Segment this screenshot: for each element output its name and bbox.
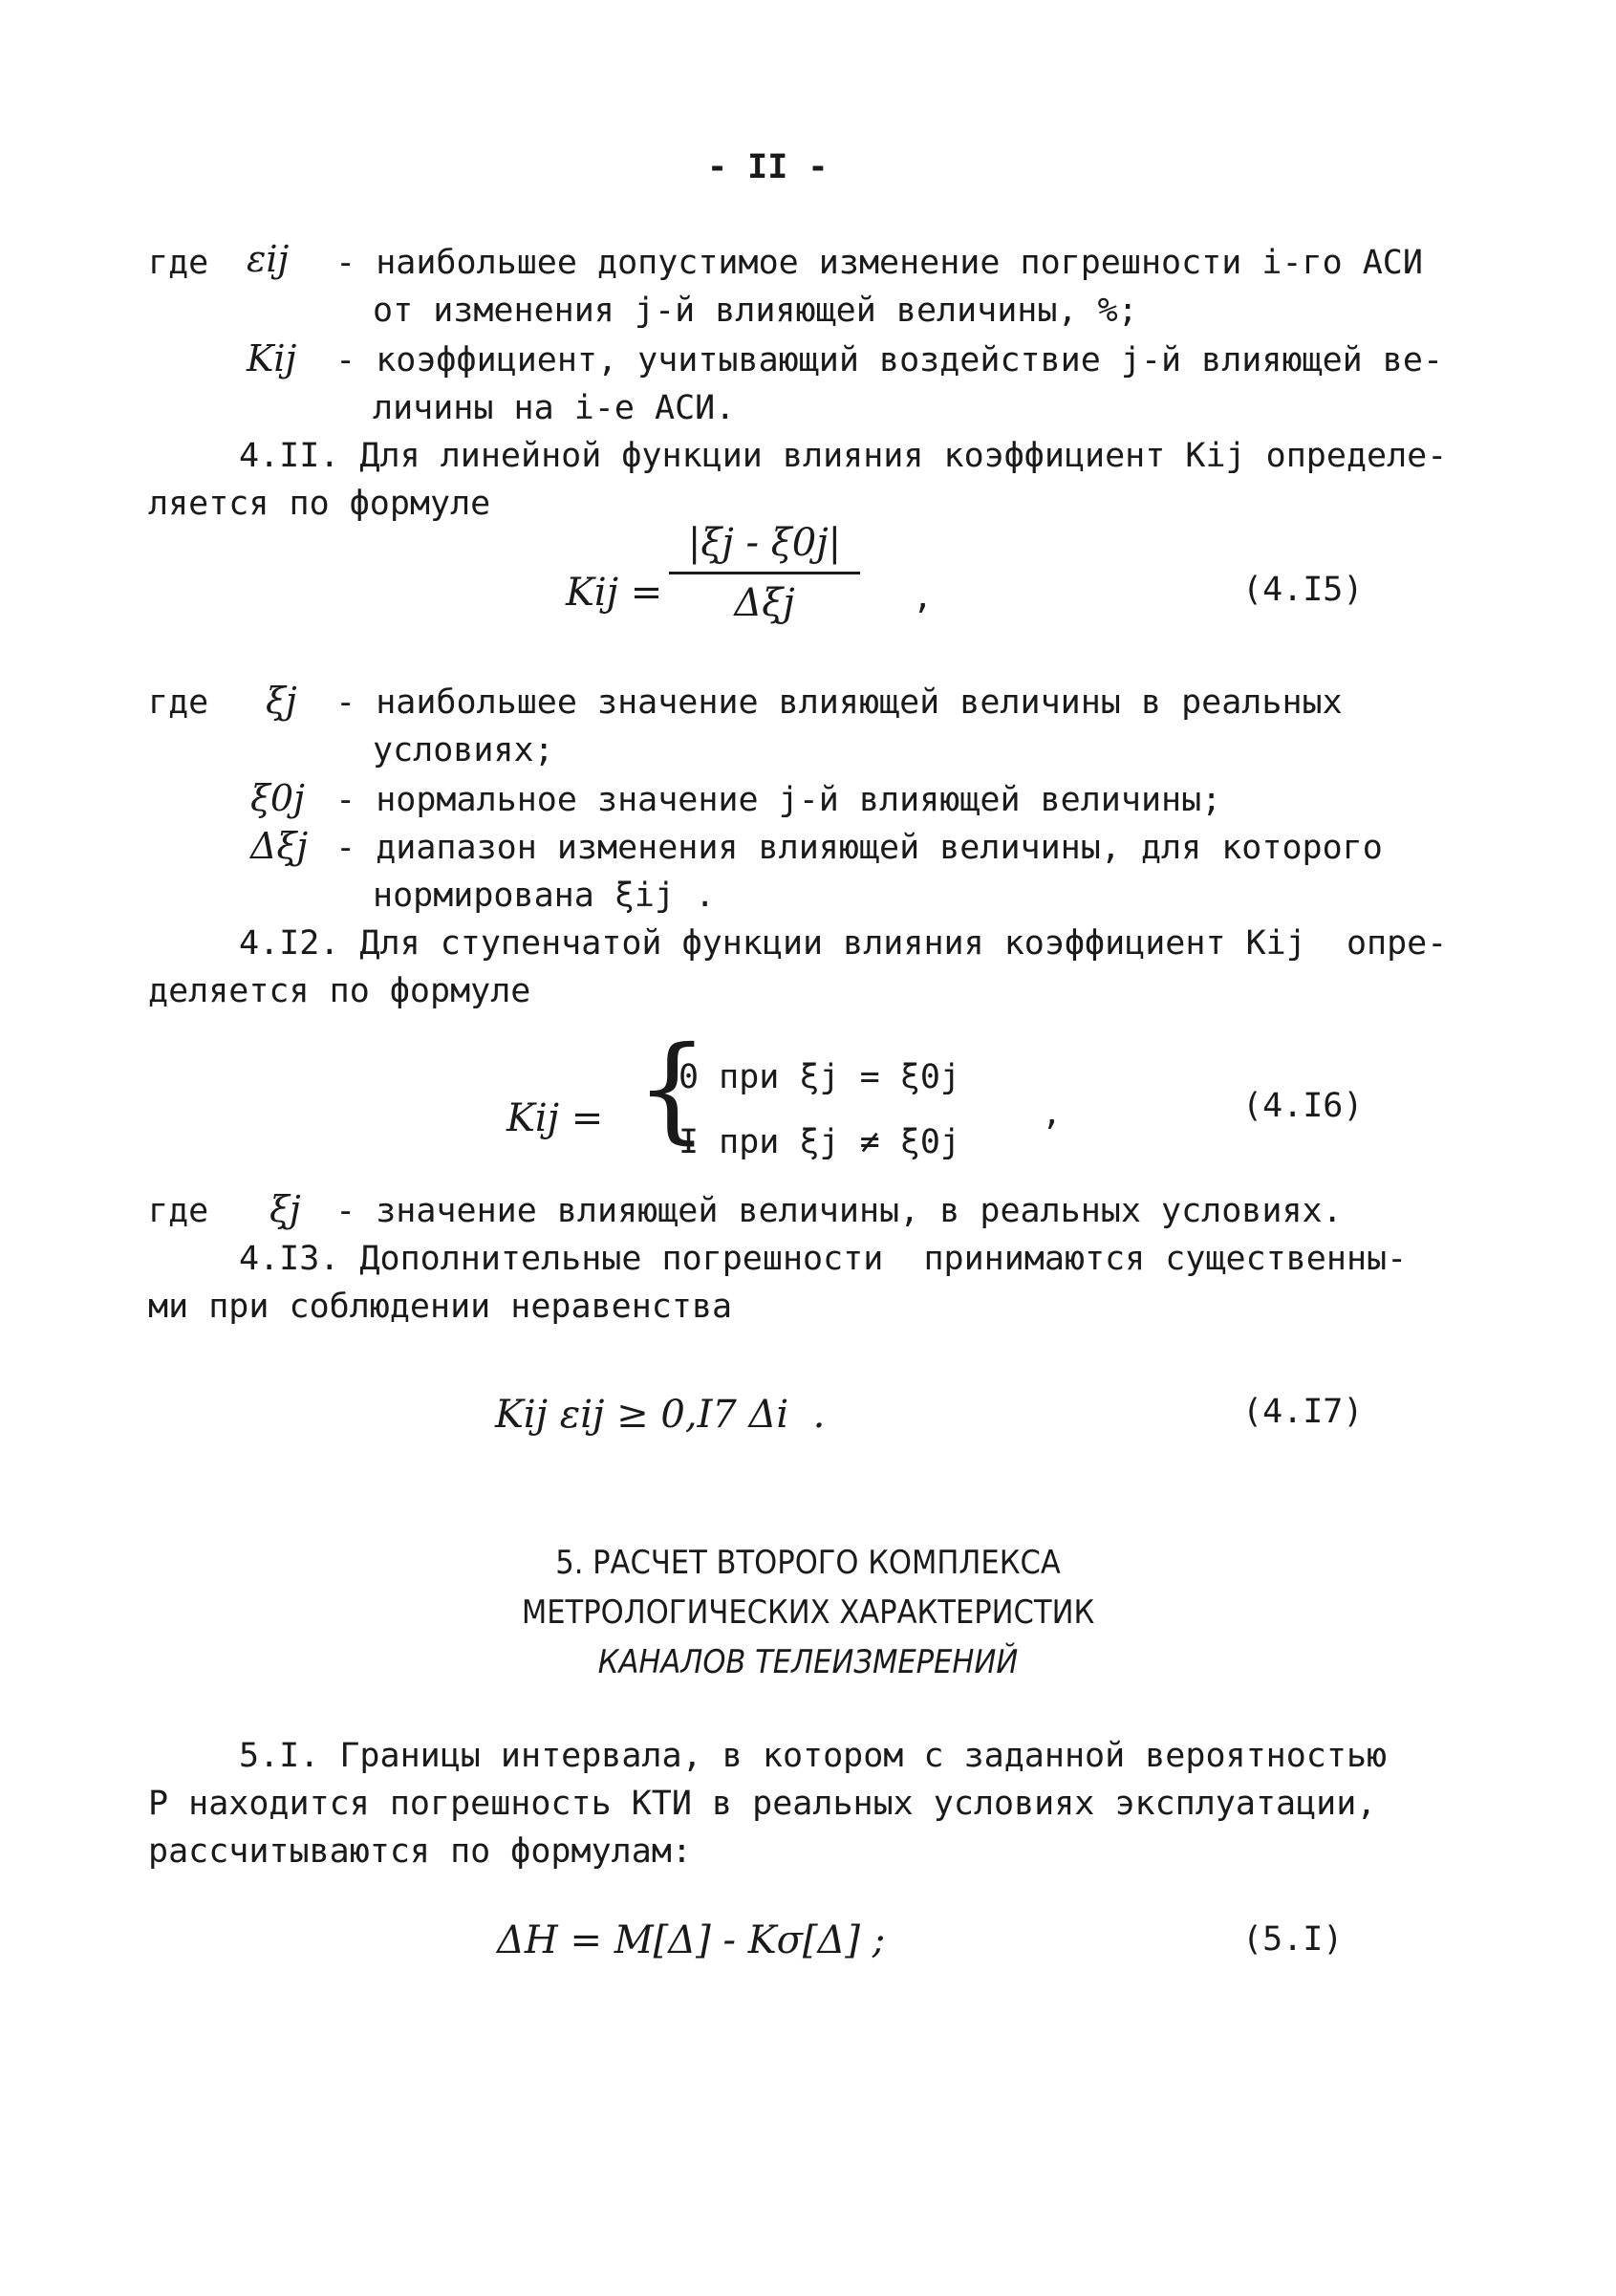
where-label: где [148,244,209,282]
symbol-xi-0j: ξ0j [250,777,305,819]
section-heading: 5. РАСЧЕТ ВТОРОГО КОМПЛЕКСА [555,1544,1061,1582]
fraction-bar [669,572,860,574]
formula-lhs: Kij = [506,1096,604,1140]
symbol-eps-ij: εij [247,238,290,280]
fraction-numerator: |ξj - ξ0j| [687,521,842,565]
formula-fraction [669,521,860,625]
formula-number: (4.I5) [1242,571,1364,609]
formula-number: (5.I) [1242,1920,1344,1959]
formula-case: 0 при ξj = ξ0j [679,1058,961,1096]
symbol-delta-xi-j: Δξj [250,825,309,867]
definition-line: - значение влияющей величины, в реальных условиях. [315,1192,1343,1230]
formula-brace: { [636,1023,709,1156]
section-heading: МЕТРОЛОГИЧЕСКИХ ХАРАКТЕРИСТИК [521,1593,1095,1632]
paragraph-line: рассчитываются по формулам: [148,1832,692,1871]
paragraph-line: 4.I2. Для ступенчатой функции влияния коэффициент Kij опре- [239,924,1448,963]
paragraph-line: деляется по формуле [148,972,531,1010]
formula-comma: , [1042,1094,1063,1133]
formula-number: (4.I7) [1242,1393,1364,1431]
definition-line: от изменения j-й влияющей величины, %; [373,292,1138,330]
formula-comma: , [913,578,934,617]
definition-line: - диапазон изменения влияющей величины, для которого [315,829,1383,867]
definition-line: личины на i-е АСИ. [373,389,736,427]
page-number: - II - [707,148,829,186]
definition-line: - коэффициент, учитывающий воздействие j-й влияющей ве- [315,341,1444,379]
symbol-xi-j: ξj [266,680,297,722]
formula-number: (4.I6) [1242,1087,1364,1125]
symbol-xi-j: ξj [269,1188,301,1230]
formula-delta-h: ΔH = M[Δ] - Kσ[Δ] ; [497,1918,886,1962]
section-heading: КАНАЛОВ ТЕЛЕИЗМЕРЕНИЙ [597,1643,1019,1681]
where-label: где [148,683,209,722]
fraction-denominator: Δξj [734,581,795,625]
paragraph-line: 4.I3. Дополнительные погрешности принимаются существенны- [239,1240,1408,1278]
paragraph-line: P находится погрешность КТИ в реальных условиях эксплуатации, [148,1785,1377,1823]
formula-case: I при ξj ≠ ξ0j [679,1123,961,1161]
definition-line: условиях; [373,731,554,769]
definition-line: нормирована ξij . [373,877,716,915]
definition-line: - наибольшее допустимое изменение погрешности i-го АСИ [315,244,1423,282]
paragraph-line: 5.I. Границы интервала, в котором с заданной вероятностью [239,1737,1388,1775]
definition-line: - наибольшее значение влияющей величины в реальных [315,683,1343,722]
formula-lhs: Kij = [566,571,663,615]
paragraph-line: ляется по формуле [148,485,491,523]
formula-inequality: Kij εij ≥ 0,I7 Δi . [495,1393,826,1437]
paragraph-line: ми при соблюдении неравенства [148,1288,733,1326]
where-label: где [148,1192,209,1230]
symbol-k-ij: Kij [247,337,297,379]
paragraph-line: 4.II. Для линейной функции влияния коэффициент Kij определе- [239,437,1448,475]
definition-line: - нормальное значение j-й влияющей величины; [315,781,1222,819]
